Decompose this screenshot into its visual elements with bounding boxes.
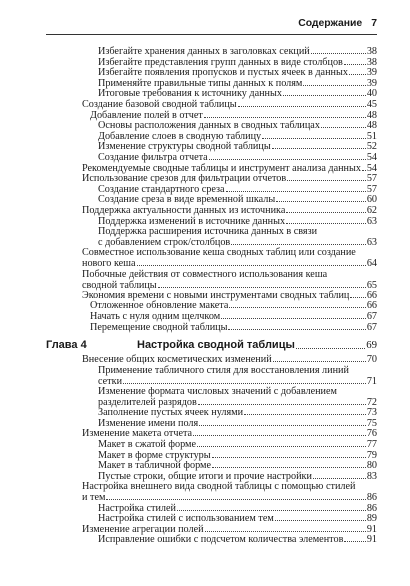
toc-page: 77 — [366, 439, 377, 450]
leader-dots — [321, 127, 366, 128]
toc-entry[interactable]: Настройка стилей с использованием тем 89 — [98, 513, 377, 525]
leader-dots — [313, 478, 366, 479]
toc-page: 66 — [366, 289, 377, 301]
leader-dots — [296, 348, 365, 349]
toc-entry[interactable]: Пустые строки, общие итоги и прочие настройки 83 — [98, 470, 377, 482]
toc-page: 52 — [366, 141, 377, 153]
toc-entry[interactable]: Создание среза в виде временной шкалы 60 — [98, 194, 377, 206]
toc-page: 64 — [366, 258, 377, 270]
leader-dots — [205, 531, 366, 532]
toc-page: 57 — [366, 173, 377, 185]
toc-entry[interactable]: Создание стандартного среза 57 — [98, 183, 377, 195]
toc-entry[interactable]: Добавление слоев в сводную таблицу 51 — [98, 130, 377, 142]
toc-entry[interactable]: Внесение общих косметических изменений 70 — [82, 354, 377, 366]
leader-dots — [286, 223, 366, 224]
leader-dots — [106, 499, 365, 500]
toc-entry[interactable]: Использование срезов для фильтрации отчетов 57 — [82, 173, 377, 185]
toc-page: 91 — [366, 523, 377, 535]
toc-entry[interactable]: Исправление ошибки с подсчетом количества элементов 91 — [98, 534, 377, 546]
leader-dots — [212, 457, 366, 458]
toc-page: 45 — [366, 99, 377, 110]
toc-entry-multiline[interactable]: Поддержка расширения источника данных в связи с добавлением строк/столбцов 63 — [98, 226, 377, 249]
leader-dots — [221, 318, 366, 319]
leader-dots — [158, 287, 366, 288]
toc-page: 73 — [366, 407, 377, 419]
leader-dots — [137, 265, 366, 266]
toc-page: 63 — [366, 237, 377, 249]
toc-entry[interactable]: Изменение имени поля 75 — [98, 417, 377, 429]
toc-entry[interactable]: Перемещение сводной таблицы 67 — [90, 321, 377, 333]
leader-dots — [123, 383, 366, 384]
toc-entry[interactable]: Макет в табличной форме 80 — [98, 460, 377, 472]
toc-entry[interactable]: Макет в форме структуры 79 — [98, 449, 377, 461]
header-page-number: 7 — [371, 18, 377, 29]
leader-dots — [209, 159, 366, 160]
toc-page: 79 — [366, 449, 377, 461]
toc-entry[interactable]: Создание базовой сводной таблицы 45 — [82, 99, 377, 110]
toc-entry-multiline[interactable]: Настройка внешнего вида сводной таблицы с помощью стилей и тем 86 — [82, 481, 377, 504]
leader-dots — [198, 404, 366, 405]
toc-page: 38 — [366, 46, 377, 57]
toc-entry[interactable]: Избегайте представления групп данных в виде столбцов 38 — [98, 56, 377, 68]
toc-page: 71 — [366, 375, 377, 387]
toc-page: 38 — [366, 56, 377, 68]
toc-entry[interactable]: Заполнение пустых ячеек нулями 73 — [98, 407, 377, 419]
leader-dots — [276, 201, 366, 202]
toc-entry-multiline[interactable]: Применение табличного стиля для восстановления линий сетки 71 — [98, 364, 377, 387]
toc-page: 60 — [366, 194, 377, 206]
toc-page: 70 — [366, 354, 377, 366]
toc-page: 48 — [366, 120, 377, 132]
toc-entry[interactable]: Макет в сжатой форме 77 — [98, 439, 377, 450]
leader-dots — [362, 170, 366, 171]
toc-entry[interactable]: Применяйте правильные типы данных к полям 39 — [98, 77, 377, 89]
toc-page: 63 — [366, 215, 377, 227]
leader-dots — [197, 446, 366, 447]
toc-page: 65 — [366, 279, 377, 291]
leader-dots — [273, 361, 366, 362]
toc-page: 80 — [366, 460, 377, 472]
toc-page: 83 — [366, 470, 377, 482]
toc-entry[interactable]: Отложенное обновление макета 66 — [90, 300, 377, 312]
toc-entry[interactable]: Поддержка актуальности данных из источника 62 — [82, 205, 377, 216]
leader-dots — [287, 180, 366, 181]
leader-dots — [262, 138, 366, 139]
leader-dots — [231, 244, 366, 245]
toc-entry[interactable]: Изменение макета отчета 76 — [82, 428, 377, 440]
leader-dots — [344, 541, 365, 542]
leader-dots — [275, 520, 366, 521]
leader-dots — [350, 297, 365, 298]
toc-page: 89 — [366, 513, 377, 525]
leader-dots — [177, 510, 366, 511]
leader-dots — [228, 329, 365, 330]
toc-entry-multiline[interactable]: Изменение формата числовых значений с добавлением разделителей разрядов 72 — [98, 386, 377, 408]
leader-dots — [193, 435, 366, 436]
leader-dots — [199, 425, 366, 426]
toc-entry[interactable]: Итоговые требования к источнику данных 40 — [98, 88, 377, 100]
leader-dots — [311, 53, 366, 54]
toc-page: 67 — [366, 321, 377, 333]
toc-page: 67 — [366, 311, 377, 322]
leader-dots — [283, 95, 366, 96]
header-section: Содержание — [298, 18, 363, 29]
toc-entry[interactable]: Начать с нуля одним щелчком 67 — [90, 311, 377, 322]
toc-entry[interactable]: Настройка стилей 86 — [98, 502, 377, 514]
leader-dots — [229, 307, 365, 308]
toc-page: 69 — [366, 339, 377, 352]
toc-entry[interactable]: Избегайте хранения данных в заголовках секций 38 — [98, 46, 377, 57]
toc-entry[interactable]: Добавление полей в отчет 48 — [90, 109, 377, 121]
leader-dots — [344, 64, 366, 65]
toc-entry[interactable]: Поддержка изменений в источнике данных 63 — [98, 215, 377, 227]
toc-entry[interactable]: Экономия времени с новыми инструментами сводных таблиц 66 — [82, 289, 377, 301]
toc-entry[interactable]: Избегайте появления пропусков и пустых ячеек в данных 39 — [98, 67, 377, 79]
toc-entry[interactable]: Рекомендуемые сводные таблицы и инструмент анализа данных 54 — [82, 162, 377, 174]
toc-page: 54 — [366, 152, 377, 163]
running-header — [46, 16, 377, 35]
leader-dots — [303, 85, 365, 86]
toc-entry[interactable]: Изменение структуры сводной таблицы 52 — [98, 141, 377, 153]
toc-entry[interactable]: Создание фильтра отчета 54 — [98, 152, 377, 163]
leader-dots — [212, 467, 366, 468]
toc-page: 72 — [366, 397, 377, 408]
toc-page: 91 — [366, 534, 377, 546]
leader-dots — [272, 148, 366, 149]
chapter-title: Настройка сводной таблицы — [137, 339, 295, 352]
leader-dots — [244, 414, 366, 415]
toc-page: 76 — [366, 428, 377, 440]
leader-dots — [226, 191, 366, 192]
toc-entry-multiline[interactable]: Совместное использование кеша сводных таблиц или создание нового кеша 64 — [82, 247, 377, 270]
toc-page: 40 — [366, 88, 377, 100]
chapter-label: Глава 4 — [46, 339, 87, 352]
toc-page: 39 — [366, 77, 377, 89]
toc-page: 62 — [366, 205, 377, 216]
chapter-heading[interactable] — [46, 338, 377, 352]
leader-dots — [286, 212, 365, 213]
toc-page: 51 — [366, 130, 377, 142]
toc-entry[interactable]: Основы расположения данных в сводных таблицах 48 — [98, 120, 377, 132]
leader-dots — [349, 74, 366, 75]
toc-page: 66 — [366, 300, 377, 312]
toc-page: 86 — [366, 502, 377, 514]
toc-page: 54 — [366, 162, 377, 174]
leader-dots — [204, 117, 366, 118]
toc-entry[interactable]: Изменение агрегации полей 91 — [82, 523, 377, 535]
toc-entry-multiline[interactable]: Побочные действия от совместного использования кеша сводной таблицы 65 — [82, 268, 377, 291]
toc-page: 86 — [366, 492, 377, 504]
leader-dots — [238, 106, 366, 107]
toc-page: 75 — [366, 417, 377, 429]
toc-page: 48 — [366, 109, 377, 121]
toc-page: 39 — [366, 67, 377, 79]
toc-page: 57 — [366, 183, 377, 195]
header-text — [298, 18, 377, 29]
